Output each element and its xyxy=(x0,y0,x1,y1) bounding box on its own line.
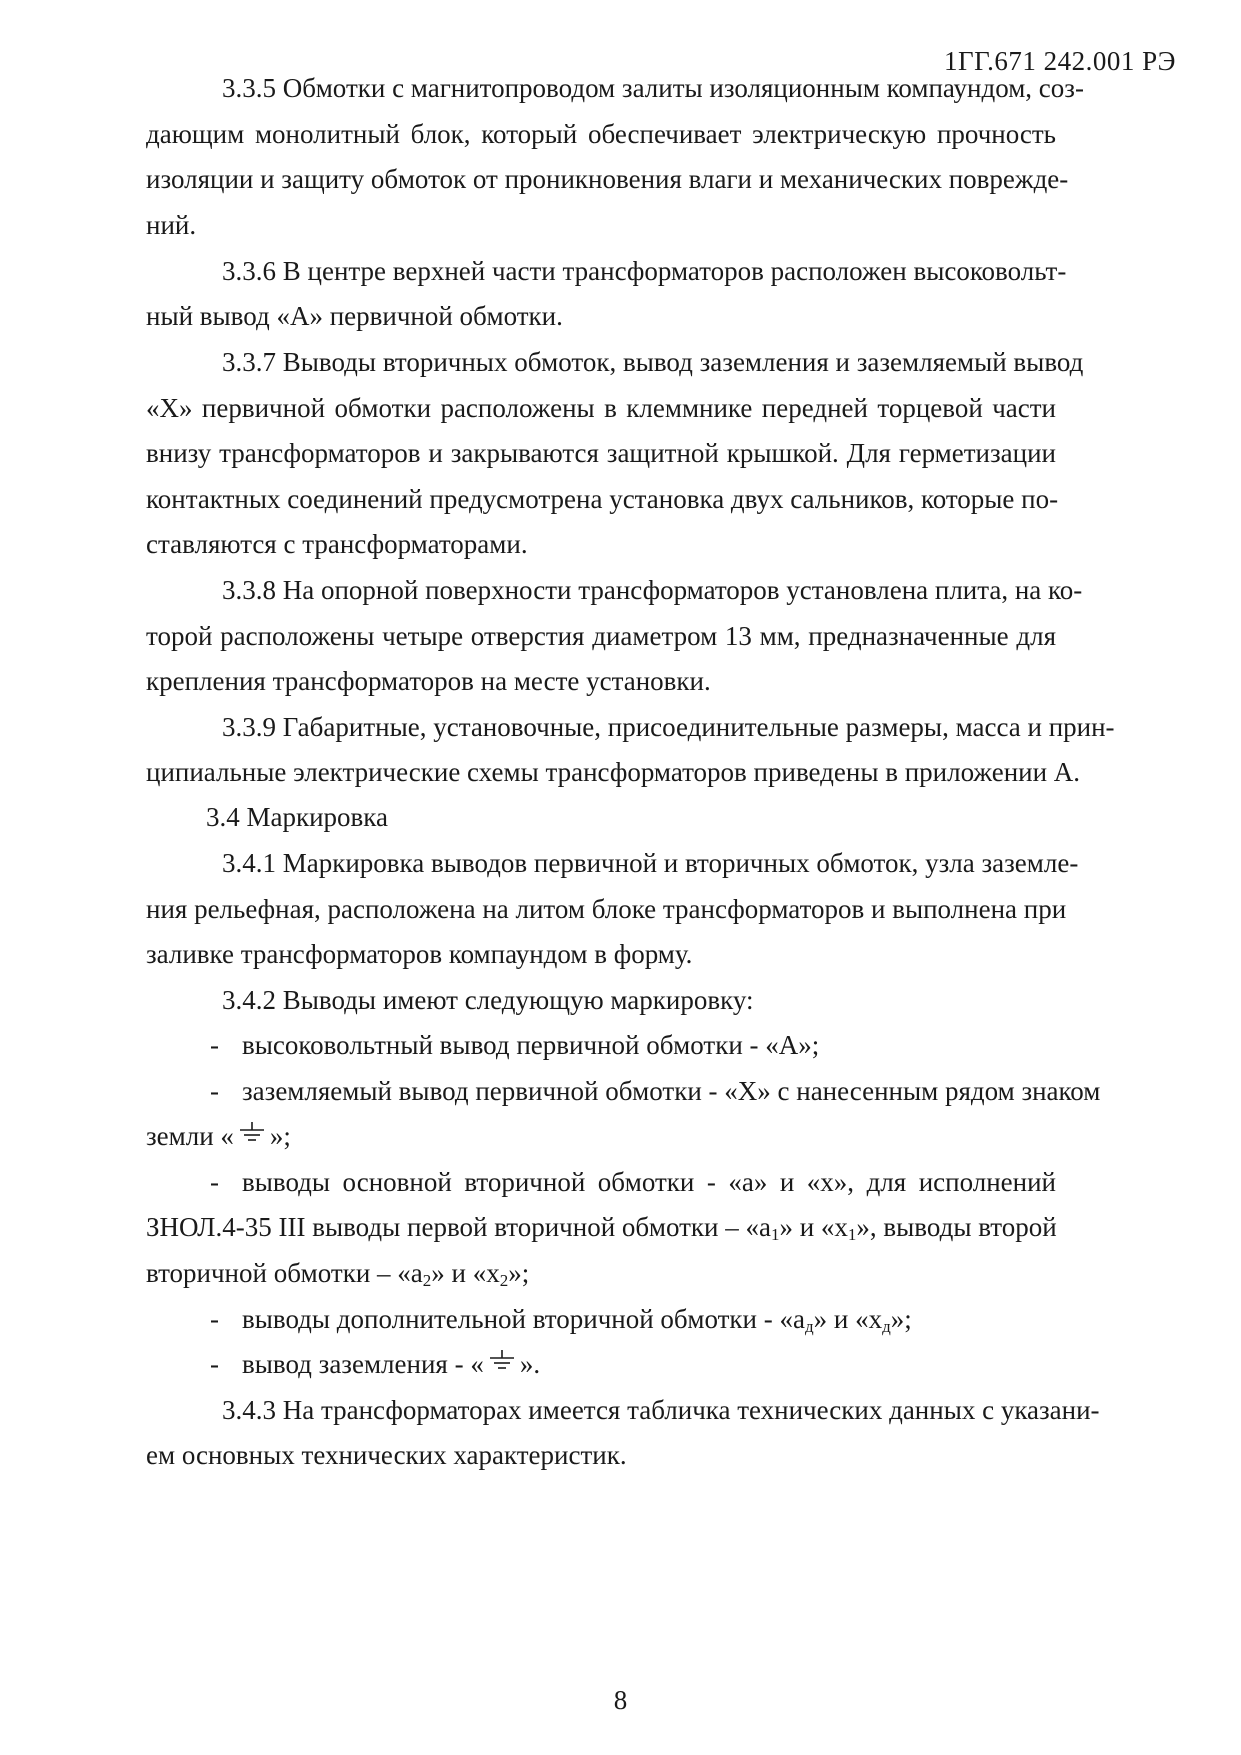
earth-ground-icon xyxy=(488,1346,516,1372)
list-bullet: - xyxy=(210,1349,219,1379)
list-item-text: выводы дополнительной вторичной обмотки - «$а_д$» и «$х_д$»; xyxy=(242,1304,912,1336)
list-bullet: - xyxy=(210,1076,219,1106)
text-line: внизу трансформаторов и закрываются защитной крышкой. Для герметизации xyxy=(146,438,1056,468)
list-bullet: - xyxy=(210,1167,219,1197)
text-line: изоляции и защиту обмоток от проникновения влаги и механических поврежде- xyxy=(146,164,1069,194)
list-item-text: вторичной обмотки – «$а_2$» и «$х_2$»; xyxy=(146,1258,530,1290)
text-line: «Х» первичной обмотки расположены в клеммнике передней торцевой части xyxy=(146,393,1056,423)
list-bullet: - xyxy=(210,1030,219,1060)
text-line: крепления трансформаторов на месте установки. xyxy=(146,666,711,696)
list-item-text: земли « »; xyxy=(146,1116,291,1156)
text-line: дающим монолитный блок, который обеспечивает электрическую прочность xyxy=(146,119,1056,149)
text-line: 3.4.1 Маркировка выводов первичной и вторичных обмоток, узла заземле- xyxy=(222,848,1079,878)
list-item-text: вывод заземления - « ». xyxy=(242,1344,540,1384)
text-line: ний. xyxy=(146,210,197,240)
earth-ground-icon xyxy=(238,1118,266,1144)
text-line: ем основных технических характеристик. xyxy=(146,1440,627,1470)
list-bullet: - xyxy=(210,1304,219,1334)
text-line: контактных соединений предусмотрена установка двух сальников, которые по- xyxy=(146,484,1059,514)
section-heading: 3.4 Маркировка xyxy=(206,802,388,832)
text-line: 3.4.3 На трансформаторах имеется табличка технических данных с указани- xyxy=(222,1395,1100,1425)
list-item-text: выводы основной вторичной обмотки - «а» и «х», для исполнений xyxy=(242,1167,1056,1197)
text-line: 3.3.6 В центре верхней части трансформаторов расположен высоковольт- xyxy=(222,256,1067,286)
text-line: 3.3.7 Выводы вторичных обмоток, вывод заземления и заземляемый вывод xyxy=(222,347,1084,377)
list-item-text: высоковольтный вывод первичной обмотки - «А»; xyxy=(242,1030,820,1060)
doc-code: 1ГГ.671 242.001 РЭ xyxy=(943,46,1176,76)
text-line: 3.4.2 Выводы имеют следующую маркировку: xyxy=(222,985,754,1015)
text-line: ный вывод «А» первичной обмотки. xyxy=(146,301,563,331)
text-line: торой расположены четыре отверстия диаметром 13 мм, предназначенные для xyxy=(146,621,1056,651)
list-item-text: ЗНОЛ.4-35 III выводы первой вторичной обмотки – «$а_1$» и «$х_1$», выводы второй xyxy=(146,1212,1057,1244)
list-item-text: заземляемый вывод первичной обмотки - «Х» с нанесенным рядом знаком xyxy=(242,1076,1101,1106)
text-line: 3.3.9 Габаритные, установочные, присоединительные размеры, масса и прин- xyxy=(222,712,1115,742)
text-line: ципиальные электрические схемы трансформаторов приведены в приложении А. xyxy=(146,757,1081,787)
text-line: 3.3.5 Обмотки с магнитопроводом залиты изоляционным компаундом, соз- xyxy=(222,73,1084,103)
text-line: ния рельефная, расположена на литом блоке трансформаторов и выполнена при xyxy=(146,894,1067,924)
text-line: ставляются с трансформаторами. xyxy=(146,529,528,559)
text-line: 3.3.8 На опорной поверхности трансформаторов установлена плита, на ко- xyxy=(222,575,1083,605)
text-line: заливке трансформаторов компаундом в форму. xyxy=(146,939,693,969)
page-number: 8 xyxy=(613,1685,628,1715)
